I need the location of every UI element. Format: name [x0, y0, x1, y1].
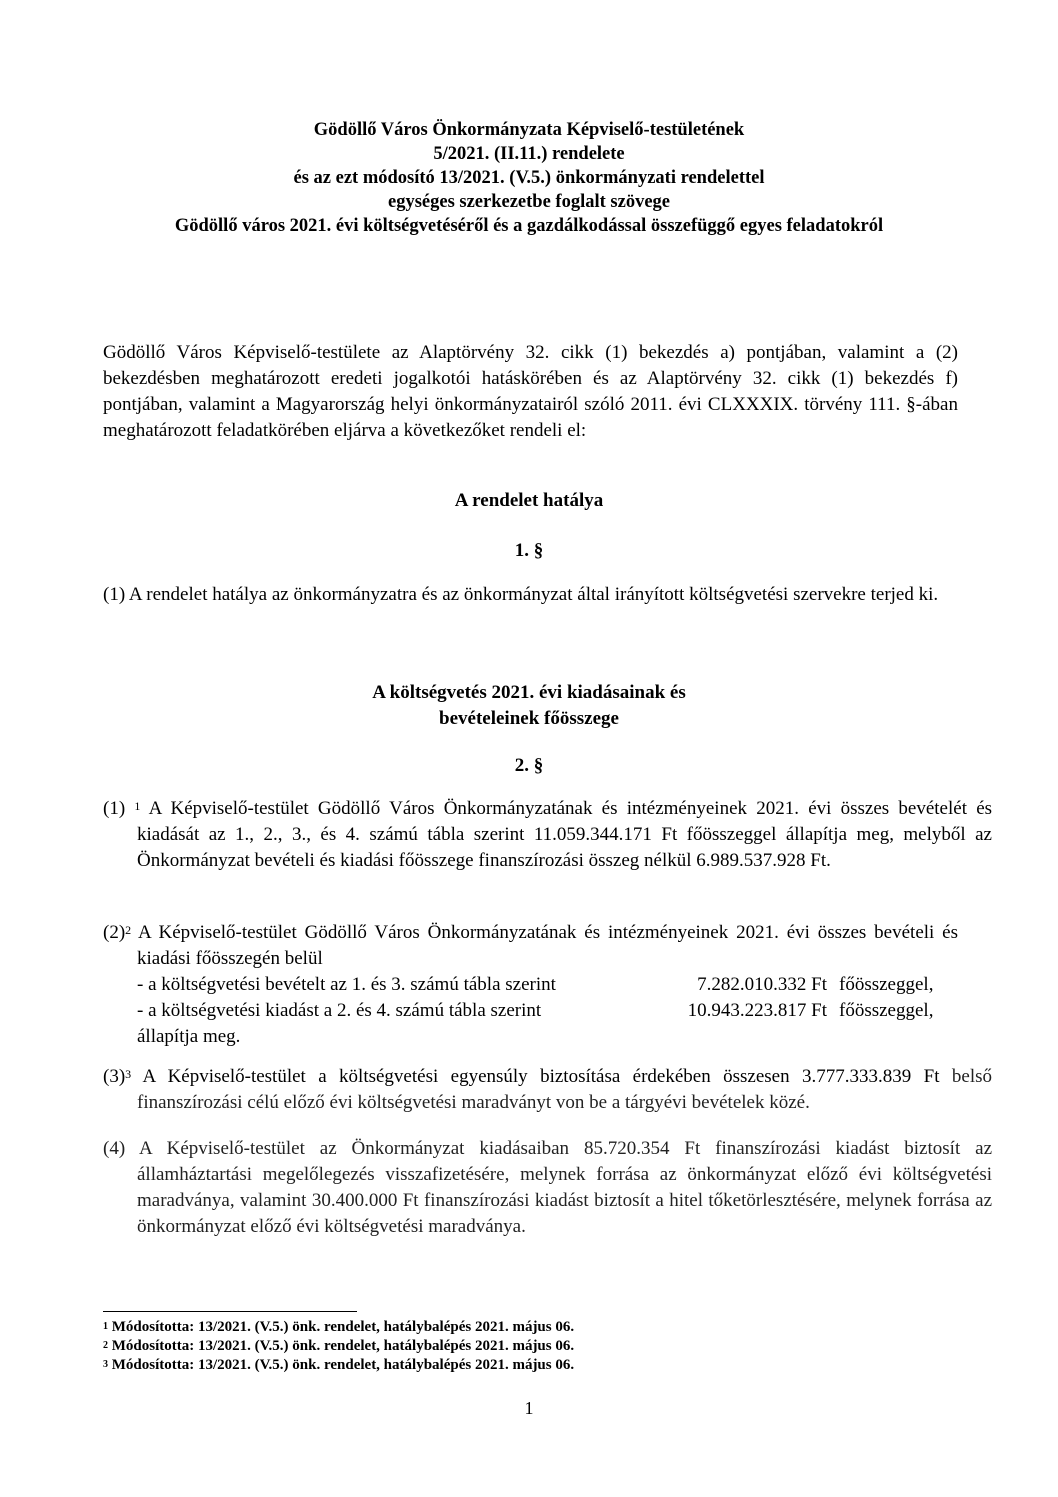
paragraph-label: (4) — [103, 1138, 126, 1159]
footnotes — [103, 1318, 574, 1375]
amount-desc: - a költségvetési kiadást a 2. és 4. számú tábla szerint — [137, 1000, 542, 1021]
footnote-ref[interactable]: 3 — [125, 1067, 132, 1081]
paragraph-label: (3) — [103, 1066, 126, 1087]
title-line: egységes szerkezetbe foglalt szövege — [387, 192, 670, 212]
amount-value: 10.943.223.817 Ft — [687, 1000, 827, 1021]
footnote-text: Módosította: 13/2021. (V.5.) önk. rendelet, hatálybalépés 2021. május 06. — [111, 1319, 575, 1335]
paragraph-text: A rendelet hatálya az önkormányzatra és az önkormányzat által irányított költségvetési szervekre terjed ki. — [128, 584, 939, 605]
section-2-paragraph-4 — [103, 1136, 992, 1240]
document-title — [0, 118, 1058, 238]
paragraph-label: (1) — [103, 798, 126, 819]
amount-suffix: főösszeggel, — [839, 1000, 934, 1021]
footnote — [103, 1356, 574, 1375]
footnote-mark: 3 — [103, 1359, 108, 1370]
section-1-number: 1. § — [514, 540, 544, 561]
heading-line: bevételeinek főösszege — [439, 708, 619, 729]
paragraph-text-bold: A Képviselő-testület a költségvetési egyensúly biztosítása érdekében összesen 3.777.333.839 Ft — [142, 1066, 940, 1087]
title-line: 5/2021. (II.11.) rendelete — [433, 144, 625, 164]
section-2-paragraph-2 — [103, 920, 958, 1050]
footnote-ref[interactable]: 1 — [134, 799, 141, 813]
amount-row — [103, 998, 958, 1024]
section-2-paragraph-1 — [103, 796, 992, 874]
paragraph-text: A Képviselő-testület Gödöllő Város Önkormányzatának és intézményeinek 2021. évi összes bevételét és kiadását az 1., 2., 3., és 4. számú tábla szerint 11.059.344.171 Ft főösszeggel állapítja meg, melyből az Önkormányzat bevételi és kiadási főösszege finanszírozási összeg nélkül 6.989.537.928 Ft. — [137, 798, 993, 871]
paragraph-text: belső finanszírozási célú előző évi költségvetési maradványt von be a tárgyévi bevételek közé. — [137, 1066, 993, 1113]
section-2-paragraph-3 — [103, 1064, 992, 1116]
amount-row — [103, 972, 958, 998]
footnote-mark: 1 — [103, 1321, 108, 1332]
paragraph-closing: állapítja meg. — [137, 1026, 241, 1047]
footnote — [103, 1318, 574, 1337]
paragraph-text: A Képviselő-testület az Önkormányzat kiadásaiban 85.720.354 Ft finanszírozási kiadást biztosít az államháztartási megelőlegezés visszafizetésére, melynek forrása az önkormányzat előző évi költségvetési maradványa, valamint 30.400.000 Ft finanszírozási kiadást biztosít a hitel tőketörlesztésére, melynek forrása az önkormányzat előző évi költségvetési maradványa. — [137, 1138, 993, 1237]
amount-value: 7.282.010.332 Ft — [697, 974, 827, 995]
amount-desc: - a költségvetési bevételt az 1. és 3. számú tábla szerint — [137, 974, 556, 995]
preamble: Gödöllő Város Képviselő-testülete az Alaptörvény 32. cikk (1) bekezdés a) pontjában, valamint a (2) bekezdésben meghatározott eredeti jogalkotói hatáskörében és az Alaptörvény 32. cikk (1) bekezdés f) pontjában, valamint a Magyarország helyi önkormányzatairól szóló 2011. évi CLXXXIX. törvény 111. §-ában meghatározott feladatkörében eljárva a következőket rendeli el: — [103, 342, 958, 441]
section-1-heading: A rendelet hatálya — [454, 490, 604, 511]
paragraph-text: A Képviselő-testület Gödöllő Város Önkormányzatának és intézményeinek 2021. évi összes bevételi és kiadási főösszegén belül — [137, 922, 958, 969]
footnote — [103, 1337, 574, 1356]
paragraph-label: (2) — [103, 922, 126, 943]
section-2-number: 2. § — [514, 755, 544, 776]
section-1-paragraph-1 — [103, 582, 992, 608]
title-line: és az ezt módosító 13/2021. (V.5.) önkormányzati rendelettel — [293, 168, 765, 188]
section-2-heading — [0, 680, 1058, 732]
footnote-ref[interactable]: 2 — [125, 923, 132, 937]
footnote-text: Módosította: 13/2021. (V.5.) önk. rendelet, hatálybalépés 2021. május 06. — [111, 1338, 575, 1354]
page-number: 1 — [524, 1398, 534, 1418]
footnote-separator — [103, 1311, 357, 1312]
heading-line: A költségvetés 2021. évi kiadásainak és — [372, 682, 686, 703]
title-line: Gödöllő Város Önkormányzata Képviselő-testületének — [313, 120, 745, 140]
footnote-text: Módosította: 13/2021. (V.5.) önk. rendelet, hatálybalépés 2021. május 06. — [111, 1357, 575, 1373]
title-line: Gödöllő város 2021. évi költségvetéséről és a gazdálkodással összefüggő egyes feladatokról — [174, 216, 884, 236]
footnote-mark: 2 — [103, 1340, 108, 1351]
amount-suffix: főösszeggel, — [839, 974, 934, 995]
paragraph-label: (1) — [103, 584, 126, 605]
